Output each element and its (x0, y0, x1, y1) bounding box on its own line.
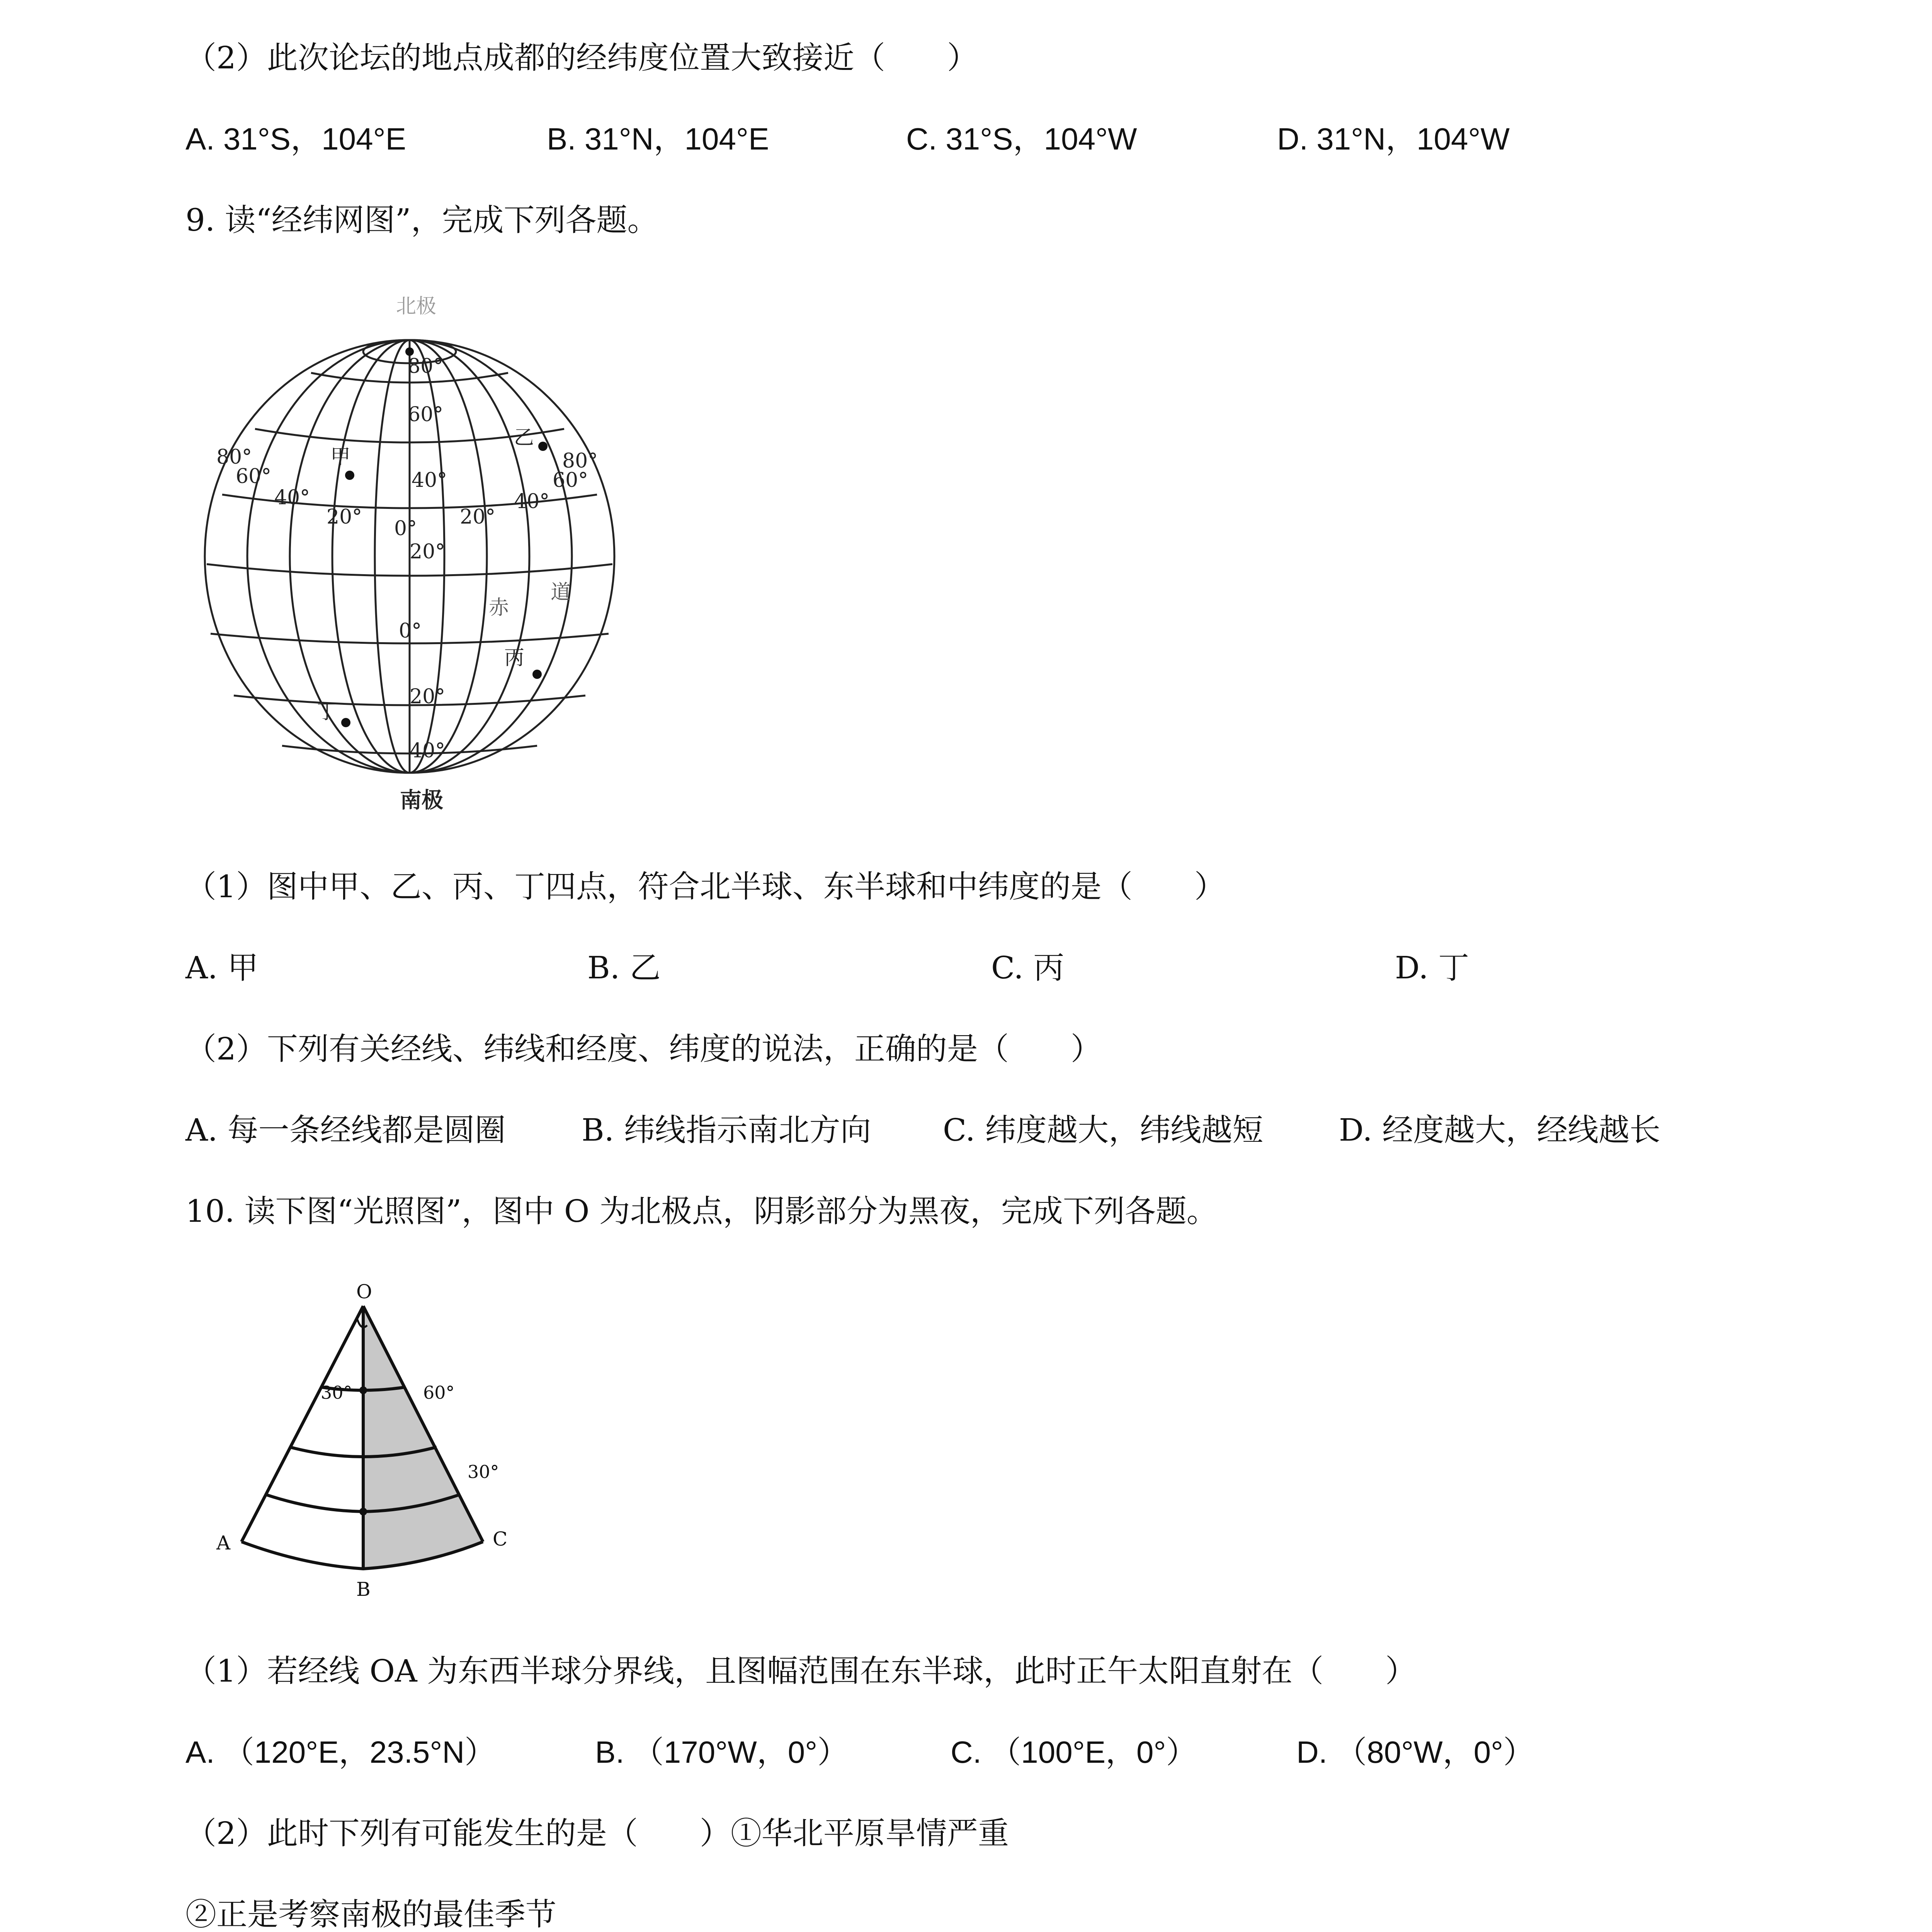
q10-sub1-stem: （1）若经线 OA 为东西半球分界线，且图幅范围在东半球，此时正午太阳直射在（ ） (185, 1653, 1417, 1689)
meridian-oa (242, 1306, 363, 1542)
point-ding-label: 丁 (317, 701, 337, 724)
lat-label: 40° (410, 739, 446, 762)
point-ding-dot (341, 718, 350, 727)
point-jia-dot (345, 471, 354, 480)
angle-label: 30° (468, 1461, 499, 1482)
option-d: D. 31°N，104°W (1277, 122, 1510, 156)
graticule-globe-figure (193, 294, 626, 827)
q8-sub2-stem: （2）此次论坛的地点成都的经纬度位置大致接近（ ） (185, 40, 978, 76)
lon-label: 40° (274, 486, 310, 509)
option-c: C. 丙 (991, 950, 1065, 986)
option-a: A. （120°E，23.5°N） (185, 1735, 496, 1769)
lat-label: 20° (410, 685, 446, 708)
option-a: A. 甲 (185, 950, 259, 986)
option-c: C. 31°S，104°W (906, 122, 1137, 156)
lat-label: 40° (412, 469, 447, 492)
label-a: A (216, 1532, 231, 1554)
lon-label: 60° (553, 469, 588, 492)
option-c: C. 纬度越大，纬线越短 (943, 1112, 1264, 1148)
option-a: A. 每一条经线都是圆圈 (185, 1112, 506, 1148)
point-bing-dot (532, 670, 542, 679)
point-yi-dot (538, 442, 548, 451)
south-pole-label: 南极 (400, 787, 443, 813)
lon-label: 20° (327, 505, 362, 529)
lon-label: 60° (236, 465, 272, 488)
lat-label: 0° (399, 619, 422, 643)
option-b: B. 31°N，104°E (547, 122, 769, 156)
angle-label: 30° (321, 1382, 352, 1403)
option-b: B. （170°W，0°） (595, 1735, 849, 1769)
label-o: O (356, 1283, 372, 1303)
lon-label: 20° (460, 505, 496, 529)
point-jia-label: 甲 (330, 446, 351, 469)
point-bing-label: 丙 (504, 646, 525, 670)
option-d: D. 丁 (1395, 950, 1469, 986)
north-pole-label: 北极 (396, 295, 437, 318)
q10-stem: 10. 读下图“光照图”，图中 O 为北极点，阴影部分为黑夜，完成下列各题。 (185, 1193, 1218, 1229)
option-b: B. 乙 (587, 950, 661, 986)
label-b: B (356, 1578, 371, 1600)
lat-label: 60° (408, 403, 444, 426)
illumination-sector-figure (209, 1283, 533, 1611)
lon-label: 80° (216, 446, 252, 469)
option-c: C. （100°E，0°） (951, 1735, 1197, 1769)
option-b: B. 纬线指示南北方向 (582, 1112, 871, 1148)
option-d: D. 经度越大，经线越长 (1339, 1112, 1661, 1148)
label-c: C (493, 1528, 508, 1550)
q10-sub2-item-2: ②正是考察南极的最佳季节 (185, 1896, 556, 1932)
equator-char: 赤 (489, 596, 509, 619)
lat-label: 20° (410, 540, 446, 563)
q9-sub1-stem: （1）图中甲、乙、丙、丁四点，符合北半球、东半球和中纬度的是（ ） (185, 869, 1225, 905)
q10-sub2-stem: （2）此时下列有可能发生的是（ ）①华北平原旱情严重 (185, 1815, 1009, 1851)
point-yi-label: 乙 (514, 426, 534, 449)
lon-label: 0° (394, 517, 417, 540)
lon-label: 80° (562, 449, 598, 473)
equator-char: 道 (551, 581, 571, 604)
night-shading (363, 1306, 483, 1569)
lat-label: 80° (408, 355, 444, 378)
meridian-dot (359, 1508, 367, 1515)
meridian-dot (359, 1386, 367, 1394)
option-d: D. （80°W，0°） (1296, 1735, 1534, 1769)
angle-label: 60° (423, 1382, 455, 1403)
lon-label: 40° (514, 490, 550, 513)
q9-sub2-stem: （2）下列有关经线、纬线和经度、纬度的说法，正确的是（ ） (185, 1031, 1102, 1067)
option-a: A. 31°S，104°E (185, 122, 406, 156)
q9-stem: 9. 读“经纬网图”，完成下列各题。 (185, 202, 658, 238)
